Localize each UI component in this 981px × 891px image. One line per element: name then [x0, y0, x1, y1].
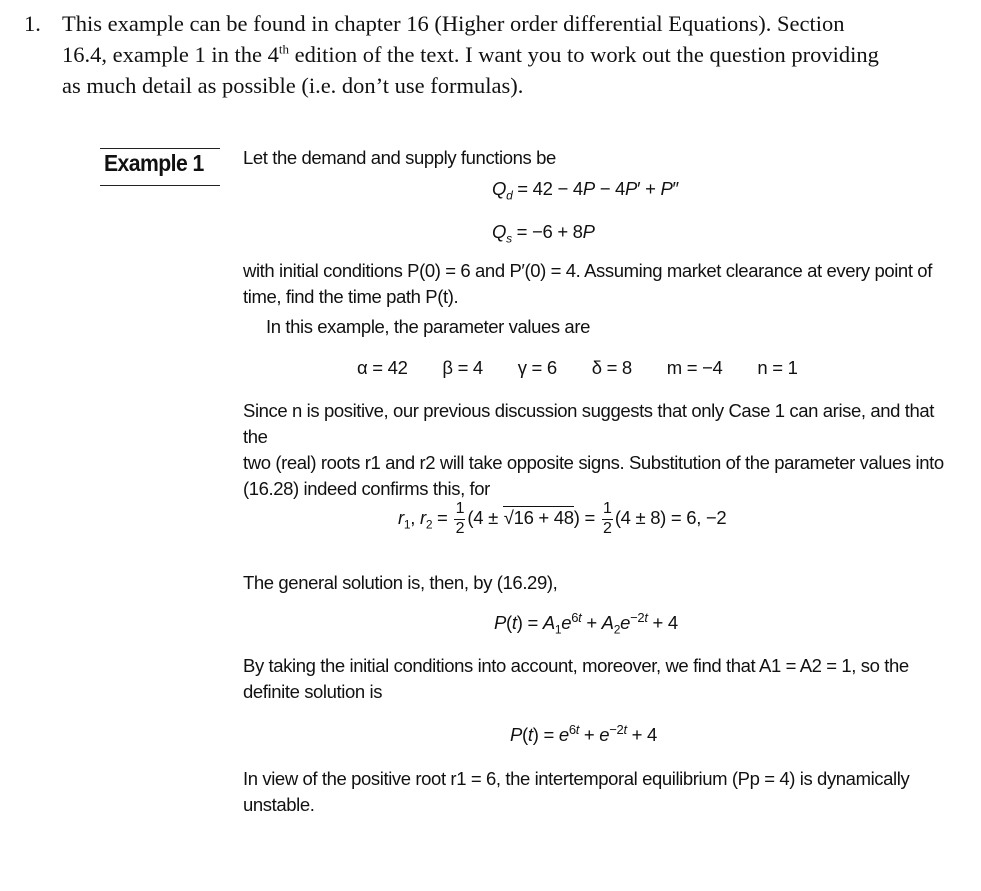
supply-equation: $Q_s = -6 + 8P$ [492, 221, 595, 246]
conditions-line-1: with initial conditions P(0) = 6 and P′(0) = 4. Assuming market clearance at every point of [243, 260, 932, 281]
initial-line-2: definite solution is [243, 681, 383, 702]
parameter-values [357, 357, 828, 379]
param-alpha: α = 42 [357, 357, 408, 378]
question-line-2: 16.4, example 1 in the 4th edition of the text. I want you to work out the question providing [62, 41, 879, 67]
discussion-line-2: two (real) roots r1 and r2 will take opposite signs. Substitution of the parameter values into [243, 452, 944, 473]
demand-equation: $Q_d = 42 - 4P - 4P' + P''$ [492, 178, 679, 203]
question-block [24, 8, 974, 101]
example-label: Example 1 [104, 150, 204, 176]
question-text [62, 8, 974, 101]
param-beta: β = 4 [442, 357, 483, 378]
initial-line-1: By taking the initial conditions into account, moreover, we find that A1 = A2 = 1, so the [243, 655, 909, 676]
ordinal-suffix: th [278, 41, 289, 57]
question-line-1: This example can be found in chapter 16 (Higher order differential Equations). Section [62, 11, 845, 36]
conclusion-line-2: unstable. [243, 794, 315, 815]
question-number: 1. [24, 11, 41, 36]
example-label-rule-top [100, 148, 220, 149]
param-gamma: γ = 6 [517, 357, 557, 378]
roots-equation: $r_1$, $r_2$ = $\frac{1}{2}$ (4 ± √16 + 48) = $\frac{1}{2}$ (4 ± 8) = 6, −2 [398, 500, 727, 537]
conclusion-text [243, 766, 963, 818]
discussion-line-3: (16.28) indeed confirms this, for [243, 478, 490, 499]
general-solution-equation: $P(t) = A_1e^{6t} + A_2e^{-2t} + 4$ [494, 609, 678, 637]
example-intro: Let the demand and supply functions be [243, 147, 556, 168]
general-solution-intro: The general solution is, then, by (16.29), [243, 572, 558, 593]
example-label-rule-bottom [100, 185, 220, 186]
conditions-text [243, 258, 963, 310]
conditions-line-2: time, find the time path P(t). [243, 286, 459, 307]
param-n: n = 1 [757, 357, 798, 378]
params-intro: In this example, the parameter values are [266, 316, 590, 337]
question-line-3: as much detail as possible (i.e. don’t use formulas). [62, 73, 524, 98]
discussion-line-1: Since n is positive, our previous discussion suggests that only Case 1 can arise, and that the [243, 400, 935, 447]
definite-solution-equation: $P(t) = e^{6t} + e^{-2t} + 4$ [510, 721, 657, 745]
discussion-text [243, 398, 963, 502]
initial-conditions-text [243, 653, 963, 705]
param-delta: δ = 8 [591, 357, 632, 378]
conclusion-line-1: In view of the positive root r1 = 6, the intertemporal equilibrium (Pp = 4) is dynamically [243, 768, 910, 789]
param-m: m = −4 [666, 357, 723, 378]
